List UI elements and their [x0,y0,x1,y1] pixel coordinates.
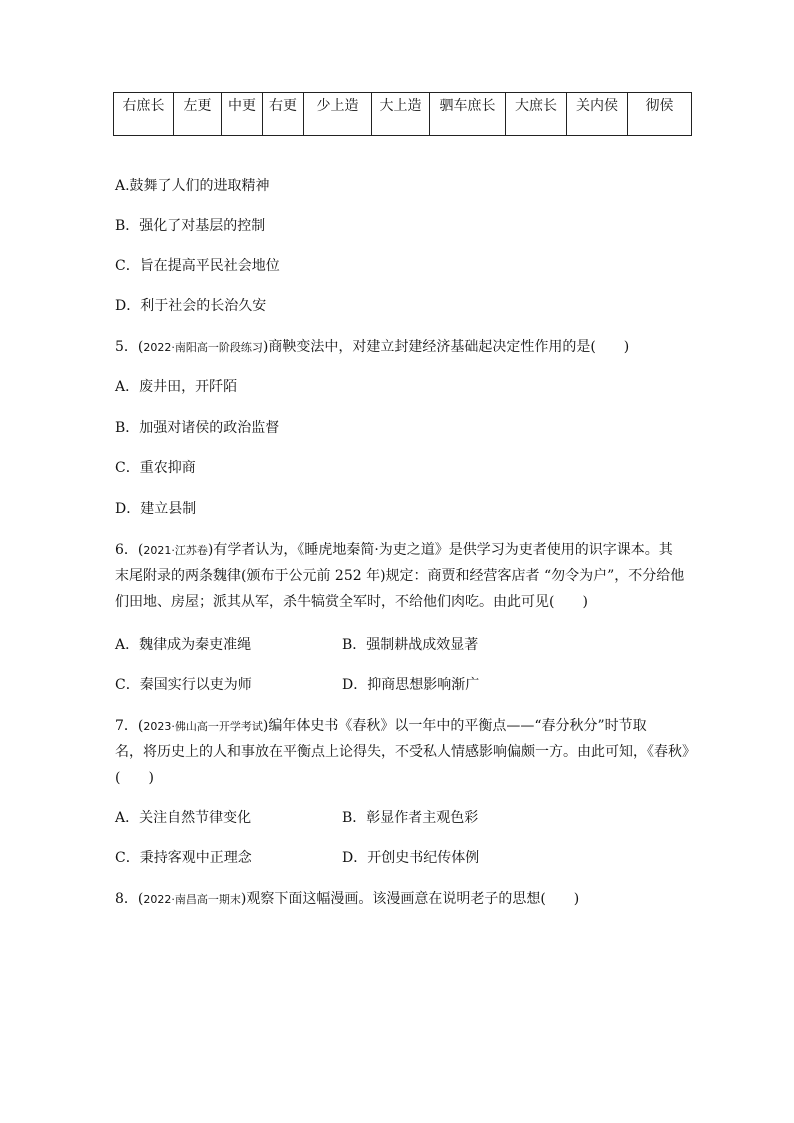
rank-table [113,92,692,136]
q4-option-d: D．利于社会的长治久安 [115,298,267,314]
q6-option-b: B．强制耕战成效显著 [342,637,479,653]
rank-cell: 驷车庶长 [430,93,506,136]
question-text: )商鞅变法中，对建立封建经济基础起决定性作用的是( ) [262,339,630,355]
question-number: 5．( [115,339,144,355]
q6-option-c: C．秦国实行以吏为师 [115,677,252,693]
rank-cell: 中更 [222,93,263,136]
rank-cell: 彻侯 [628,93,692,136]
q5-option-b: B．加强对诸侯的政治监督 [115,420,280,436]
q7-stem-line3: ( ) [115,770,154,786]
q7-option-c: C．秉持客观中正理念 [115,850,252,866]
rank-cell: 右更 [263,93,304,136]
q6-stem-line2: 末尾附录的两条魏律(颁布于公元前 252 年)规定：商贾和经营客店者 “勿令为户”，不分给他 [115,568,685,584]
question-text: )有学者认为，《睡虎地秦简·为吏之道》是供学习为吏者使用的识字课本。其 [207,542,673,558]
q5-option-c: C．重农抑商 [115,460,196,476]
rank-cell: 关内侯 [567,93,628,136]
rank-cell: 大庶长 [506,93,567,136]
q7-option-b: B．彰显作者主观色彩 [342,810,479,826]
rank-cell: 左更 [174,93,222,136]
q5-option-a: A．废井田，开阡陌 [115,379,238,395]
q7-option-a: A．关注自然节律变化 [115,810,252,826]
q4-option-a: A.鼓舞了人们的进取精神 [115,178,270,194]
q4-option-b: B．强化了对基层的控制 [115,218,266,234]
q6-option-a: A．魏律成为秦吏准绳 [115,637,252,653]
question-source: 2022·南昌高一期末 [143,893,241,906]
question-text: )观察下面这幅漫画。该漫画意在说明老子的思想( ) [240,891,580,907]
question-number: 8．( [115,891,144,907]
q8-stem [115,889,579,910]
question-text: )编年体史书《春秋》以一年中的平衡点——“春分秋分”时节取 [262,718,647,734]
question-source: 2023·佛山高一开学考试 [143,720,263,733]
q4-option-c: C．旨在提高平民社会地位 [115,258,280,274]
question-source: 2021·江苏卷 [143,544,208,557]
question-number: 6．( [115,542,144,558]
q5-option-d: D．建立县制 [115,501,197,517]
q6-stem-line1 [115,540,673,561]
rank-table-row [114,93,692,136]
rank-cell: 大上造 [372,93,430,136]
rank-cell: 少上造 [304,93,372,136]
q6-stem-line3: 们田地、房屋；派其从军，杀牛犒赏全军时，不给他们肉吃。由此可见( ) [115,594,588,610]
q5-stem [115,337,629,358]
question-number: 7．( [115,718,144,734]
rank-cell: 右庶长 [114,93,174,136]
q7-option-d: D．开创史书纪传体例 [342,850,480,866]
q7-stem-line2: 名，将历史上的人和事放在平衡点上论得失，不受私人情感影响偏颇一方。由此可知，《春秋》 [115,744,696,760]
q6-option-d: D．抑商思想影响渐广 [342,677,480,693]
q7-stem-line1 [115,716,647,737]
question-source: 2022·南阳高一阶段练习 [143,341,263,354]
